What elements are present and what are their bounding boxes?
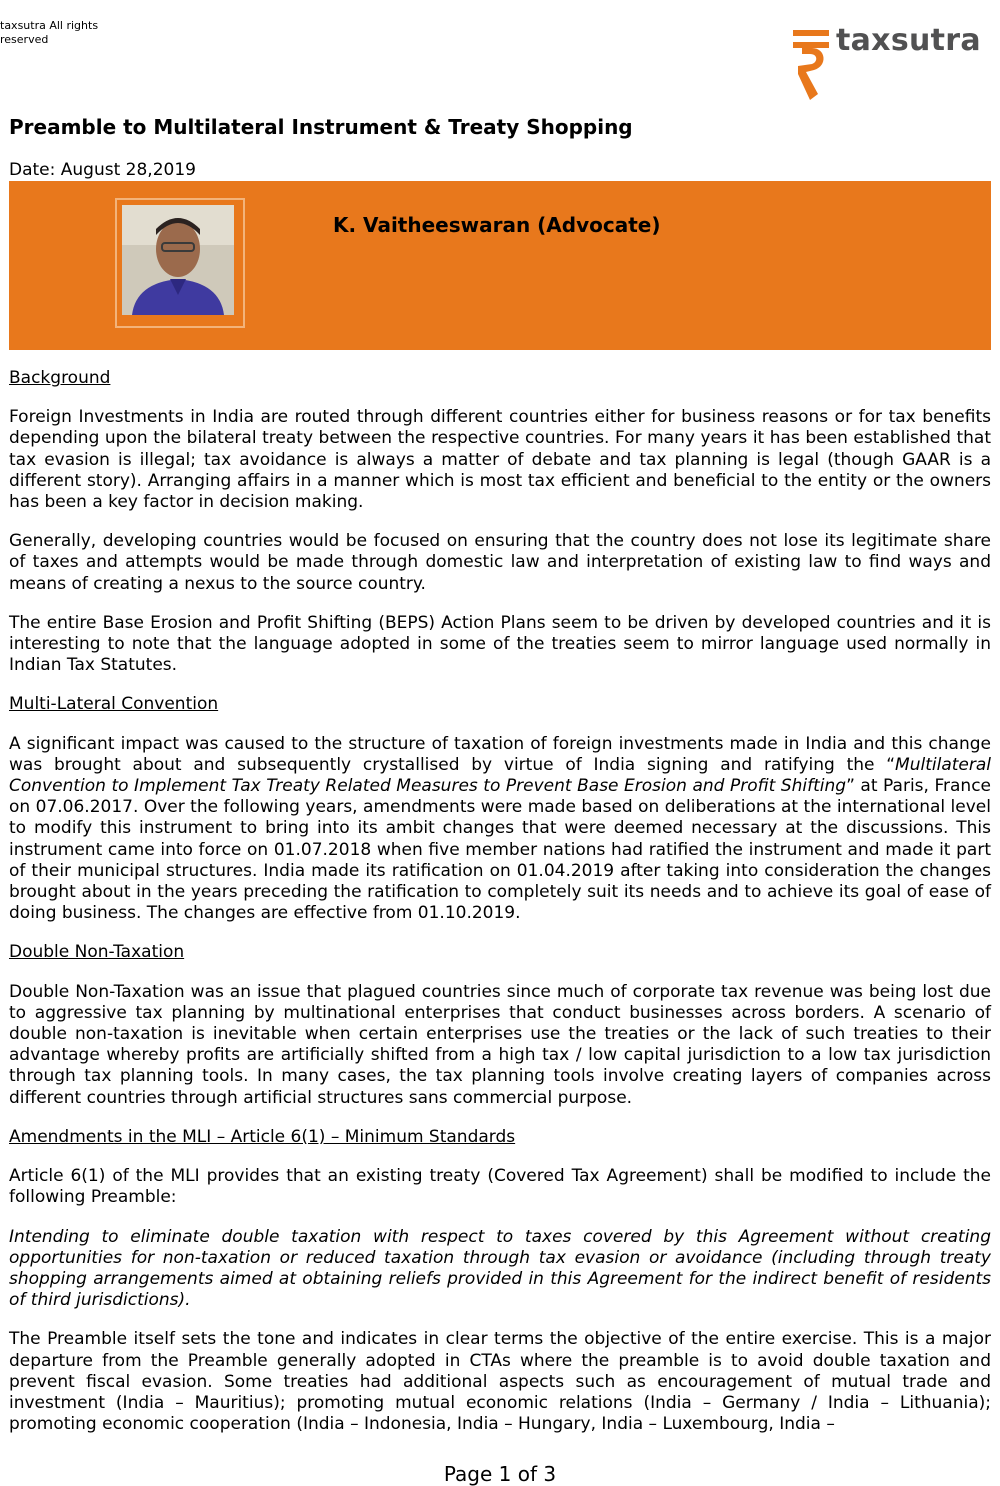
taxsutra-logo xyxy=(790,22,990,102)
preamble-quote xyxy=(9,1227,991,1312)
paragraph: Double Non-Taxation was an issue that plagued countries since much of corporate tax revenue was being lost due to aggressive tax planning by multinational enterprises that conduct businesses across borders. A scenario of double non-taxation is inevitable when certain enterprises use the treaties or the lack of such treaties to their advantage whereby profits are artificially shifted from a high tax / low capital jurisdiction to a low tax jurisdiction through tax planning tools. In many cases, the tax planning tools involve creating layers of companies across different countries through artificial structures sans commercial purpose. xyxy=(9,981,991,1108)
author-photo-frame xyxy=(115,198,245,328)
paragraph: Generally, developing countries would be focused on ensuring that the country does not lose its legitimate share of taxes and attempts would be made through domestic law and interpretation of existing law to find ways and means of creating a nexus to the source country. xyxy=(9,531,991,594)
page-number: Page 1 of 3 xyxy=(443,1462,557,1486)
section-heading-double-non-taxation: Double Non-Taxation xyxy=(9,942,185,963)
text-run: A significant impact was caused to the structure of taxation of foreign investments made in India and this change was brought about and subsequently crystallised by virtue of India signing and ratifying the “ xyxy=(9,733,991,775)
section-heading-amendments: Amendments in the MLI – Article 6(1) – Minimum Standards xyxy=(9,1126,516,1147)
author-photo xyxy=(122,205,234,315)
author-name: K. Vaitheeswaran (Advocate) xyxy=(333,213,661,237)
article-body xyxy=(9,368,991,1453)
quote-text: Intending to eliminate double taxation with respect to taxes covered by this Agreement without creating opportunities for non-taxation or reduced taxation through tax evasion or avoidance (including through treaty shopping arrangements aimed at obtaining reliefs provided in this Agreement for the indirect benefit of residents of third jurisdictions). xyxy=(9,1226,991,1311)
paragraph: The entire Base Erosion and Profit Shifting (BEPS) Action Plans seem to be driven by developed countries and it is interesting to note that the language adopted in some of the treaties seem to mirror language used normally in Indian Tax Statutes. xyxy=(9,612,991,676)
paragraph xyxy=(9,734,991,925)
paragraph: Foreign Investments in India are routed through different countries either for business reasons or for tax benefits depending upon the bilateral treaty between the respective countries. For many years it has been established that tax evasion is illegal; tax avoidance is always a matter of debate and tax planning is legal (though GAAR is a different story). Arranging affairs in a manner which is most tax efficient and beneficial to the entity or the owners has been a key factor in decision making. xyxy=(9,407,991,513)
copyright-notice: taxsutra All rights reserved xyxy=(0,19,99,46)
rupee-logo-icon xyxy=(790,22,830,102)
section-heading-multilateral-convention: Multi-Lateral Convention xyxy=(9,694,219,715)
convention-name: Multilateral Convention to Implement Tax Treaty Related Measures to Prevent Base Erosion and Profit Shifting xyxy=(9,754,991,797)
article-date: Date: August 28,2019 xyxy=(9,160,196,180)
paragraph: Article 6(1) of the MLI provides that an existing treaty (Covered Tax Agreement) shall be modified to include the following Preamble: xyxy=(9,1166,991,1208)
author-banner xyxy=(9,181,991,350)
text-run: ” at Paris, France on 07.06.2017. Over the following years, amendments were made based on deliberations at the international level to modify this instrument to bring into its ambit changes that were deemed necessary at the discussions. This instrument came into force on 01.07.2018 when five member nations had ratified the instrument and made it part of their municipal structures. India made its ratification on 01.04.2019 after taking into consideration the changes brought about in the years preceding the ratification to completely suit its needs and to achieve its goal of ease of doing business. The changes are effective from 01.10.2019. xyxy=(9,776,991,924)
author-portrait-icon xyxy=(122,205,234,315)
page-title: Preamble to Multilateral Instrument & Treaty Shopping xyxy=(9,115,633,139)
logo-wordmark: taxsutra xyxy=(836,23,981,58)
paragraph: The Preamble itself sets the tone and indicates in clear terms the objective of the entire exercise. This is a major departure from the Preamble generally adopted in CTAs where the preamble is to avoid double taxation and prevent fiscal evasion. Some treaties had additional aspects such as encouragement of mutual trade and investment (India – Mauritius); promoting mutual economic relations (India – Germany / India – Lithuania); promoting economic cooperation (India – Indonesia, India – Hungary, India – Luxembourg, India – xyxy=(9,1329,991,1435)
section-heading-background: Background xyxy=(9,368,111,388)
